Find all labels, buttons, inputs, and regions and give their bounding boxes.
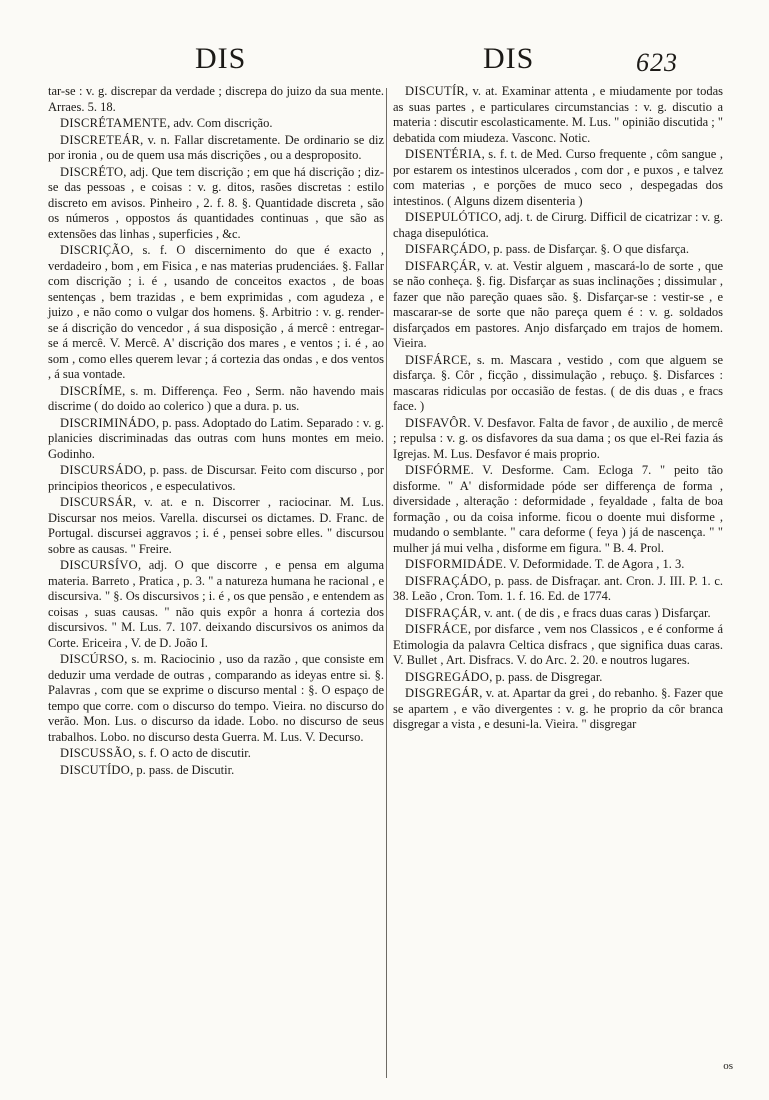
entry-text: . V. Desforme. Cam. Ecloga 7. " peito tão disforme. " A' disformidade póde ser differença de forma , diversidade , alteração : deformidade , feyaldade , falta de boa formação , ou da coisa informe. ficou o doente mui disforme , mudando o semblante. " cara deforme ( feya ) já de nascença. " " mulher já mui velha , disforme em figura. " B. 4. Prol.	[393, 463, 723, 555]
entry-text: , v. at. Examinar attenta , e miudamente por todas as suas partes , e particulares circumstancias : v. g. discutio a materia : discutir escolasticamente. M. Lus. " opinião discutida ; " debatida com miudeza. Vasconc. Notic.	[393, 84, 723, 145]
dictionary-entry	[48, 416, 384, 463]
entry-headword: DISCRÉTAMENTE	[60, 116, 168, 130]
entry-headword: DISFÁRCE	[405, 352, 468, 367]
entry-headword: DISCURSÁR	[60, 495, 133, 509]
entry-headword: DISFORMIDÁDE	[405, 557, 504, 571]
entry-headword: DISCURSÍVO	[60, 558, 139, 572]
entry-text: , p. pass. de Disgregar.	[489, 669, 603, 684]
dictionary-entry	[393, 242, 723, 258]
entry-text: , p. pass. de Discursar. Feito com discurso , por principios theoricos , e especulativos.	[48, 463, 384, 493]
dictionary-entry	[393, 574, 723, 605]
dictionary-entry	[393, 606, 723, 622]
entry-headword: DISGREGÁDO	[405, 669, 490, 684]
entry-text: . V. Deformidade. T. de Agora , 1. 3.	[503, 557, 685, 571]
left-column	[48, 84, 384, 779]
dictionary-entry	[393, 259, 723, 352]
entry-headword: DISEPULÓTICO	[405, 210, 499, 224]
entry-text: , p. pass. de Disfarçar. §. O que disfarça.	[486, 242, 689, 256]
entry-headword: DISCURSÁDO	[60, 463, 143, 477]
entry-headword: DISCRIMINÁDO	[60, 415, 156, 430]
entry-headword: DISFARÇÁDO	[405, 242, 487, 256]
entry-text: , s. m. Mascara , vestido , com que alguem se disfarça. §. Côr , ficção , dissimulação , rebuço. §. Disfarces : mascaras ridiculas por occasião de festas. ( de dis duas , e fracs face. )	[393, 352, 723, 413]
dictionary-entry	[393, 622, 723, 669]
entry-text: , adv. Com discrição.	[167, 116, 273, 130]
entry-text: , p. pass. de Disfraçar. ant. Cron. J. III. P. 1. c. 38. Leão , Cron. Tom. 1. f. 16. Ed. de 1774.	[393, 573, 723, 603]
dictionary-entry	[393, 353, 723, 415]
dictionary-entry	[393, 147, 723, 209]
dictionary-entry	[393, 463, 723, 556]
entry-text: , adj. t. de Cirurg. Difficil de cicatrizar : v. g. chaga disepulótica.	[393, 210, 723, 240]
entry-headword: DISFRAÇÁR	[405, 605, 478, 620]
dictionary-entry	[48, 746, 384, 762]
dictionary-entry	[393, 557, 723, 573]
running-head-center: DIS	[483, 42, 535, 75]
entry-text: , v. n. Fallar discretamente. De ordinario se diz por ironia , ou de quem usa más discrições , ou a desproposito.	[48, 132, 384, 162]
dictionary-entry	[48, 116, 384, 132]
entry-headword: DISFARÇÁR	[405, 258, 477, 273]
dictionary-entry	[48, 165, 384, 243]
entry-headword: DISCUSSÃO	[60, 746, 133, 760]
entry-headword: DISFRÁCE	[405, 622, 468, 636]
dictionary-entry	[393, 84, 723, 146]
entry-text: , s. f. O acto de discutir.	[132, 746, 251, 760]
dictionary-entry	[48, 243, 384, 383]
entry-text: , s. m. Differença. Feo , Serm. não havendo mais discrime ( do doido ao colerico ) que a dura. p. us.	[48, 383, 384, 413]
entry-headword: DISCRÉTO	[60, 164, 124, 179]
entry-text: , s. m. Raciocinio , uso da razão , que consiste em deduzir uma verdade de outras , comparando as ideyas entre si. §. Palavras , com que se exprime o discurso mental : §. O espaço de tempo que corre. com o discurso do tempo. Vieira. no discurso do verão. Mon. Lus. o discurso da idade. Lobo. no discurso de seus trabalhos. Lobo. no discurso desta Guerra. M. Lus. V. Decurso.	[48, 652, 384, 744]
running-head-left: DIS	[195, 42, 247, 75]
dictionary-entry	[48, 763, 384, 779]
entry-text: , p. pass. Adoptado do Latim. Separado : v. g. planicies discriminadas das outras com huns montes em meio. Godinho.	[48, 415, 384, 461]
entry-text: , s. f. t. de Med. Curso frequente , côm sangue , por estarem os intestinos ulcerados , com dor , e puxos , e talvez com materias , e porções de muco seco , despegadas dos intestinos. ( Alguns dizem disenteria )	[393, 147, 723, 208]
entry-text: , v. ant. ( de dis , e fracs duas caras ) Disfarçar.	[477, 605, 711, 620]
entry-headword: DISGREGÁR	[405, 686, 480, 700]
dictionary-entry	[48, 495, 384, 557]
entry-headword: DISFAVÔR	[405, 415, 468, 430]
entry-text: , adj. Que tem discrição ; em que há discrição ; diz-se das pessoas , e coisas : v. g. ditos, rasões discretas : estilo discreto em avisos. Pinheiro , 2. f. 8. §. Quantidade discreta , são os números , oppostos ás quantidades continuas , que são as extensões das linhas , superficies , &c.	[48, 164, 384, 241]
dictionary-entry	[393, 686, 723, 733]
entry-continuation	[48, 84, 384, 115]
dictionary-entry	[48, 384, 384, 415]
entry-text: , v. at. Vestir alguem , mascará-lo de sorte , que se não conheça. §. fig. Disfarçar as suas inclinações ; dissimular , fazer que não pareção quaes são. §. Disfarçar-se : vestir-se , e mascarar-se de sorte que não pareça quem é : v. g. soldados disfarçados em pastores. Anjo disfarçado em trajos de homem. Vieira.	[393, 258, 723, 350]
dictionary-entry	[393, 416, 723, 463]
entry-text: , v. at. e n. Discorrer , raciocinar. M. Lus. Discursar nos meios. Varella. discursei os dictames. D. Franc. de Portugal. discursei aggravos ; i. é , pensei sobre elles. " discursou sobre as causas. " Freire.	[48, 495, 384, 556]
entry-headword: DISCRIÇÃO	[60, 243, 131, 257]
dictionary-entry	[48, 133, 384, 164]
dictionary-entry	[48, 463, 384, 494]
entry-text: tar-se : v. g. discrepar da verdade ; discrepa do juizo da sua mente. Arraes. 5. 18.	[48, 84, 384, 114]
column-divider	[386, 88, 387, 1078]
entry-headword: DISCUTÍR	[405, 84, 466, 98]
entry-headword: DISCÚRSO	[60, 652, 125, 666]
entry-text: , v. at. Apartar da grei , do rebanho. §. Fazer que se apartem , e vão divergentes : v. g. he proprio da côr branca disgregar a vista , e desuni-la. Vieira. " disgregar	[393, 686, 723, 731]
catchword: os	[723, 1060, 733, 1072]
entry-text: , s. f. O discernimento do que é exacto , verdadeiro , bom , em Fisica , e nas materias prudenciáes. §. Fallar com discrição ; i. é , usando de conceitos exactos , de boas sentenças , bem trazidas , e bem exprimidas , com agudeza , e juizo , e não como o vulgar dos homens. §. Arbitrio : v. g. render-se á discrição do vencedor , á sua disposição , á mercê : entregar-se á mercê. V. Mercê. A' discrição dos mares , e ventos ; i. é , ao som , como elles querem levar ; á cortezia das ondas , e dos ventos , á sua vontade.	[48, 243, 384, 381]
entry-text: , p. pass. de Discutir.	[130, 762, 235, 777]
entry-text: . V. Desfavor. Falta de favor , de auxilio , de mercê ; repulsa : v. g. os disfavores da sua dama ; os que el-Rei fazia ás Igrejas. M. Lus. Desfavor é mais proprio.	[393, 415, 723, 461]
entry-text: , por disfarce , vem nos Classicos , e é conforme á Etimologia da palavra Celtica disfracs , que significa duas caras. V. Bullet , Art. Disfracs. V. do Arc. 2. 20. e noutros lugares.	[393, 622, 723, 667]
dictionary-entry	[48, 558, 384, 651]
entry-headword: DISCRÍME	[60, 383, 123, 398]
entry-headword: DISFÓRME	[405, 463, 471, 477]
entry-headword: DISFRAÇÁDO	[405, 573, 488, 588]
dictionary-entry	[48, 652, 384, 745]
entry-text: , adj. O que discorre , e pensa em alguma materia. Barreto , Pratica , p. 3. " a natureza humana he racional , e discursiva. " §. Os discursivos ; i. é , os que pensão , e entendem as coisas , suas causas. " não quis expôr a honra á cortezia dos discursivos. " M. Lus. 7. 107. deixando discursivos os animos da Corte. Ericeira , V. de D. João I.	[48, 558, 384, 650]
dictionary-entry	[393, 670, 723, 686]
right-column	[393, 84, 723, 734]
page-number: 623	[636, 48, 678, 77]
dictionary-entry	[393, 210, 723, 241]
entry-headword: DISCUTÍDO	[60, 762, 131, 777]
entry-headword: DISENTÉRIA	[405, 147, 482, 161]
entry-headword: DISCRETEÁR	[60, 132, 141, 147]
